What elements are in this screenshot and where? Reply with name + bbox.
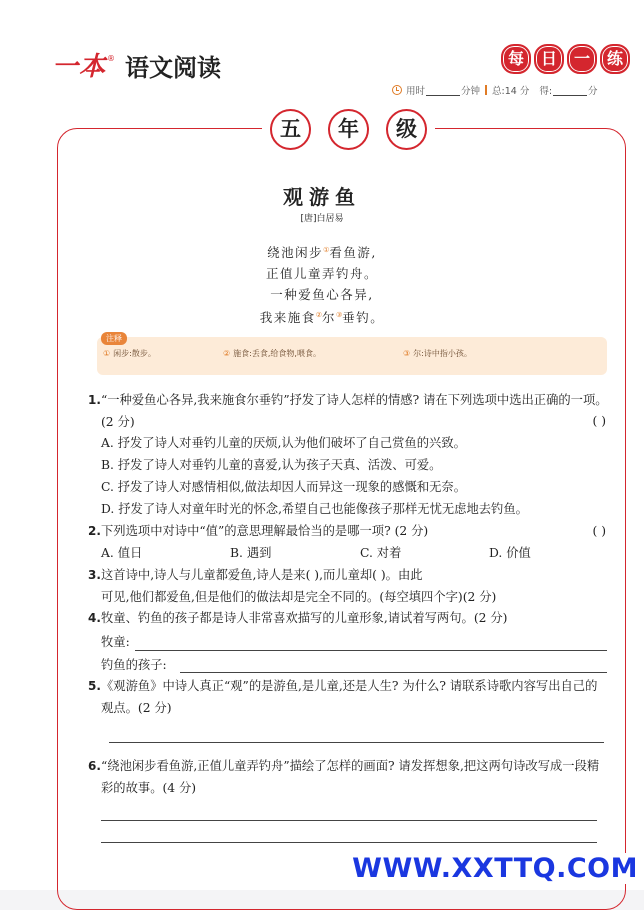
question-number: 4. — [88, 611, 101, 625]
question-text: 《观游鱼》中诗人真正“观”的是游鱼,是儿童,还是人生? 为什么? 请联系诗歌内容写出自己的观点。(2 分) — [101, 679, 598, 715]
annotation-box — [97, 334, 607, 375]
question-text: 牧童、钓鱼的孩子都是诗人非常喜欢描写的儿童形象,请试着写两句。(2 分) — [101, 611, 508, 625]
question-2 — [88, 521, 608, 543]
daily-char-2: 日 — [534, 44, 564, 74]
score-blank[interactable] — [553, 85, 587, 96]
daily-practice-badge — [501, 44, 630, 74]
annotation-item: ③ 尔:诗中指小孩。 — [403, 349, 472, 358]
question-text: 可见,他们都爱鱼,但是他们的做法却是完全不同的。(每空填四个字)(2 分) — [101, 589, 497, 604]
answer-line[interactable] — [109, 742, 604, 743]
points-label: 分 — [588, 86, 598, 97]
poem-author: [唐]白居易 — [300, 214, 344, 224]
question-number: 1. — [88, 393, 101, 407]
question-number: 5. — [88, 679, 101, 693]
footnote-marker: ② — [315, 311, 322, 320]
answer-line[interactable] — [101, 842, 597, 843]
option-d[interactable]: D. 价值 — [489, 546, 531, 560]
poem-line: 绕池闲步①看鱼游, — [267, 245, 377, 261]
daily-char-4: 练 — [600, 44, 630, 74]
watermark: WWW.XXTTQ.COM — [352, 853, 638, 884]
footnote-marker: ① — [323, 246, 330, 254]
answer-label: 钓鱼的孩子: — [101, 658, 167, 672]
answer-line[interactable] — [101, 820, 597, 821]
question-4 — [88, 608, 608, 630]
poem-line: 正值儿童弄钓舟。 — [265, 266, 378, 282]
question-6 — [88, 756, 608, 799]
option-c[interactable]: C. 对着 — [360, 546, 402, 560]
daily-char-1: 每 — [501, 44, 531, 74]
grade-char-2: 年 — [328, 109, 369, 150]
brand-logo: 一本 — [52, 52, 107, 82]
answer-line[interactable] — [135, 650, 607, 651]
time-blank[interactable] — [426, 85, 460, 96]
question-text: “一种爱鱼心各异,我来施食尔垂钓”抒发了诗人怎样的情感? 请在下列选项中选出正确的一项。(2 分) — [101, 393, 608, 429]
option-c[interactable]: C. 抒发了诗人对感情相似,做法却因人而异这一现象的感慨和无奈。 — [101, 480, 467, 494]
question-3 — [88, 565, 608, 608]
annotation-item: ② 施食:丢食,给食物,喂食。 — [223, 349, 321, 358]
poem-line: 一种爱鱼心各异, — [270, 287, 374, 303]
poem-title: 观游鱼 — [283, 185, 361, 209]
grade-char-3: 级 — [386, 109, 427, 150]
option-d[interactable]: D. 抒发了诗人对童年时光的怀念,希望自己也能像孩子那样无忧无虑地去钓鱼。 — [101, 502, 528, 516]
annotation-item: ① 闲步:散步。 — [103, 349, 156, 358]
time-score-bar — [392, 83, 598, 97]
score-label: 得: — [539, 86, 553, 97]
question-number: 3. — [88, 568, 101, 582]
answer-line[interactable] — [180, 672, 607, 673]
option-b[interactable]: B. 遇到 — [230, 546, 272, 560]
grade-char-1: 五 — [270, 109, 311, 150]
question-number: 6. — [88, 759, 101, 773]
question-1 — [88, 390, 608, 433]
answer-label: 牧童: — [101, 635, 130, 649]
option-a[interactable]: A. 值日 — [101, 546, 143, 560]
brand-title: 语文阅读 — [125, 54, 222, 82]
question-number: 2. — [88, 524, 101, 538]
registered-mark: ® — [107, 54, 116, 63]
option-a[interactable]: A. 抒发了诗人对垂钓儿童的厌烦,认为他们破坏了自己赏鱼的兴致。 — [101, 436, 466, 450]
grade-badge — [262, 109, 435, 150]
total-score: 总:14 分 — [492, 86, 530, 97]
answer-paren[interactable]: ( ) — [592, 524, 606, 538]
clock-icon — [392, 85, 402, 95]
question-5 — [88, 676, 608, 719]
time-label: 用时 — [406, 86, 426, 97]
option-b[interactable]: B. 抒发了诗人对垂钓儿童的喜爱,认为孩子天真、活泼、可爱。 — [101, 458, 442, 472]
answer-paren[interactable]: ( ) — [592, 414, 606, 428]
brand-header — [52, 46, 221, 83]
minutes-label: 分钟 — [461, 86, 481, 97]
question-text: 下列选项中对诗中“值”的意思理解最恰当的是哪一项? (2 分) — [101, 524, 429, 538]
poem-body — [0, 240, 644, 328]
daily-char-3: 一 — [567, 44, 597, 74]
annotation-label: 注释 — [101, 332, 127, 345]
question-text: “绕池闲步看鱼游,正值儿童弄钓舟”描绘了怎样的画面? 请发挥想象,把这两句诗改写成一段精彩的故事。(4 分) — [101, 759, 600, 795]
poem-line: 我来施食②尔③垂钓。 — [259, 310, 385, 326]
footnote-marker: ③ — [336, 311, 343, 320]
divider — [485, 85, 487, 95]
question-text: 这首诗中,诗人与儿童都爱鱼,诗人是来( ),而儿童却( )。由此 — [101, 568, 423, 582]
